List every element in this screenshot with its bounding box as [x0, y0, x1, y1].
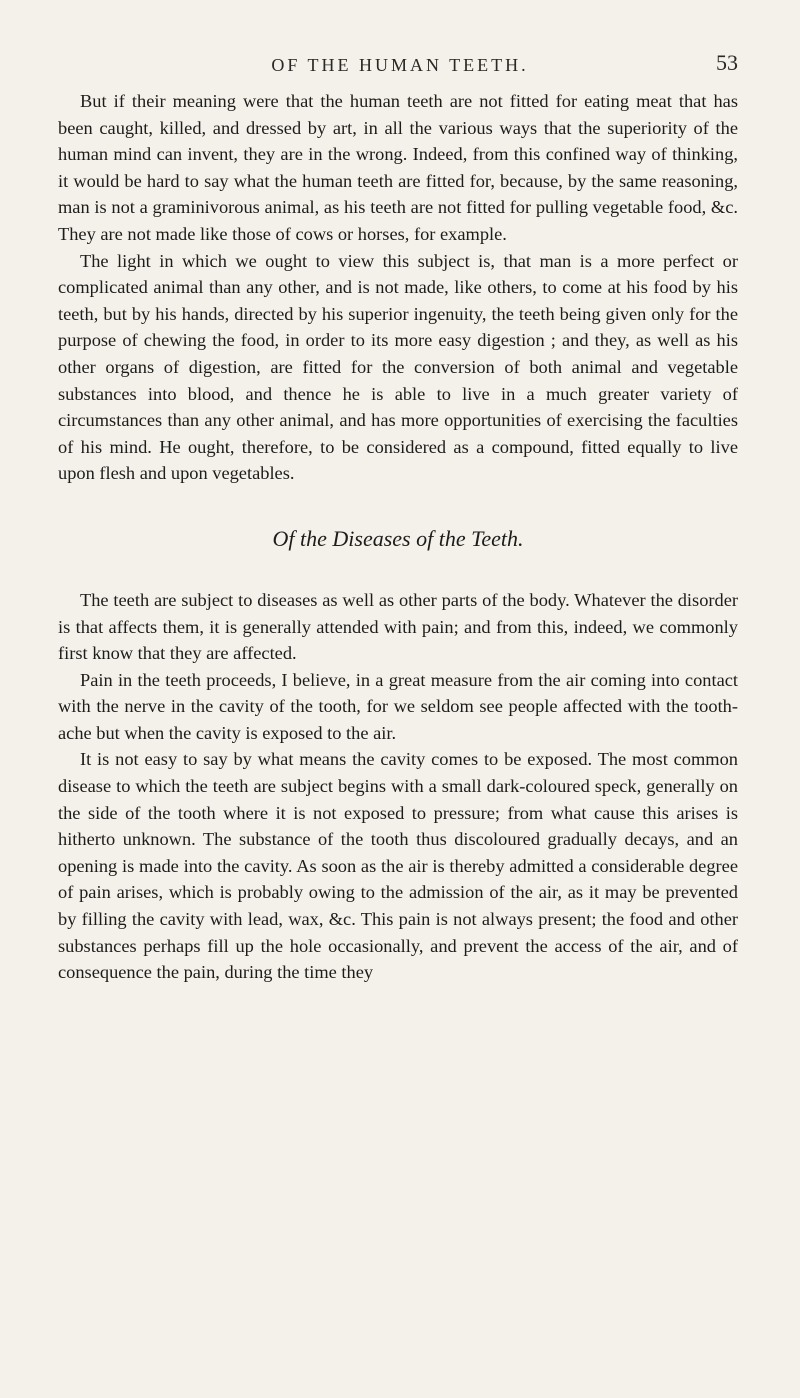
paragraph: The teeth are subject to diseases as well as other parts of the body. Whatever the disorder is that affects them, it is generally attended with pain; and from this, indeed, we commonly first know that they are affected. [58, 589, 738, 664]
paragraph: Pain in the teeth proceeds, I believe, in a great measure from the air coming into contact with the nerve in the cavity of the tooth, for we seldom see people affected with the tooth-ache but when the cavity is exposed to the air. [58, 669, 738, 743]
section-heading: Of the Diseases of the Teeth. [272, 525, 524, 551]
paragraph: It is not easy to say by what means the cavity comes to be exposed. The most common disease to which the teeth are subject begins with a small dark-coloured speck, generally on the side of the tooth where it is not exposed to pressure; from what cause this arises is hitherto unknown. The substance of the tooth thus discoloured gradually decays, and an opening is made into the cavity. As soon as the air is thereby admitted a considerable degree of pain arises, which is probably owing to the admission of the air, as it may be prevented by filling the cavity with lead, wax, &c. This pain is not always present; the food and other substances perhaps fill up the hole occasionally, and prevent the access of the air, and of consequence the pain, during the time they [58, 749, 738, 983]
page-number: 53 [716, 50, 738, 75]
running-title: OF THE HUMAN TEETH. [271, 55, 529, 75]
paragraph: The light in which we ought to view this subject is, that man is a more perfect or complicated animal than any other, and is not made, like others, to come at his food by his teeth, but by his hands, directed by his superior ingenuity, the teeth being given only for the purpose of chewing the food, in order to its more easy digestion ; and they, as well as his other organs of digestion, are fitted for the conversion of both animal and vegetable substances into blood, and thence he is able to live in a much greater variety of circumstances than any other animal, and has more opportunities of exercising the faculties of his mind. He ought, therefore, to be considered as a compound, fitted equally to live upon flesh and upon vegetables. [58, 250, 738, 484]
paragraph: But if their meaning were that the human teeth are not fitted for eating meat that has been caught, killed, and dressed by art, in all the various ways that the superiority of the human mind can invent, they are in the wrong. Indeed, from this confined way of thinking, it would be hard to say what the human teeth are fitted for, because, by the same reasoning, man is not a graminivorous animal, as his teeth are not fitted for pulling vegetable food, &c. They are not made like those of cows or horses, for example. [58, 91, 738, 244]
page-body [58, 88, 738, 986]
